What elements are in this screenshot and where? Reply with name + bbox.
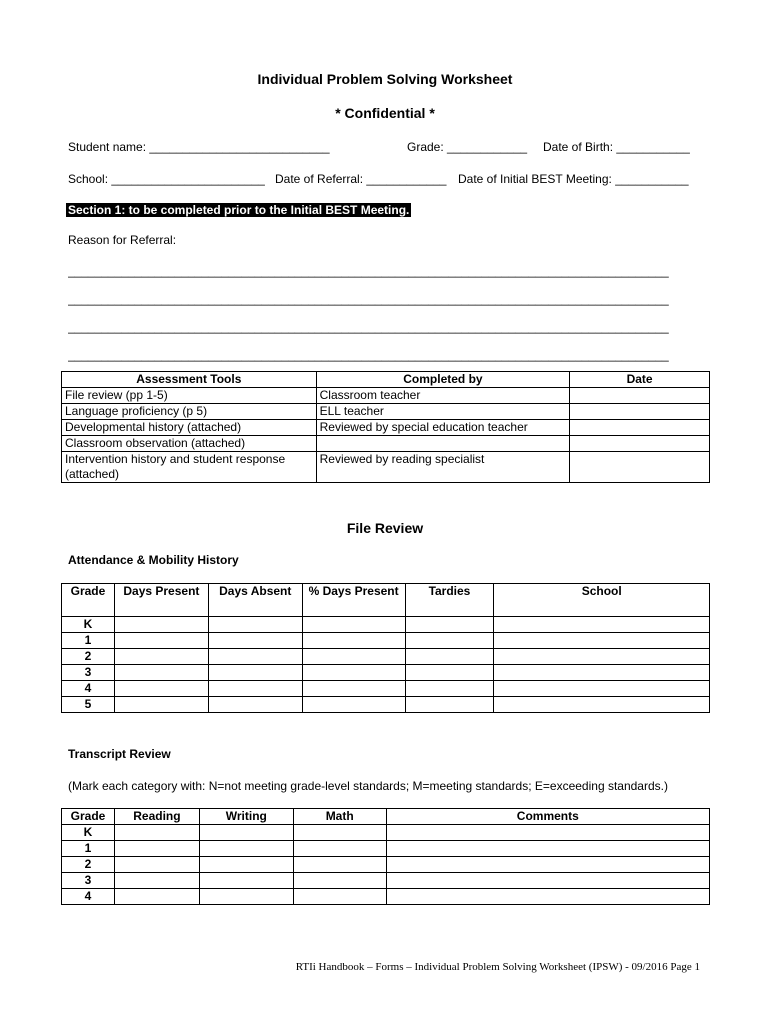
confidential-label: * Confidential * <box>335 105 435 121</box>
attendance-cell[interactable] <box>208 617 302 633</box>
header-days-present: Days Present <box>114 584 208 617</box>
header-writing: Writing <box>199 809 293 825</box>
header-date: Date <box>570 372 710 388</box>
grade-cell: K <box>62 617 115 633</box>
attendance-cell[interactable] <box>208 649 302 665</box>
table-row <box>62 841 710 857</box>
transcript-cell[interactable] <box>114 889 199 905</box>
transcript-note: (Mark each category with: N=not meeting grade-level standards; M=meeting standards; E=exceeding standards.) <box>68 779 668 793</box>
table-row <box>62 889 710 905</box>
table-row <box>62 388 710 404</box>
attendance-cell[interactable] <box>494 681 710 697</box>
attendance-cell[interactable] <box>302 633 405 649</box>
attendance-table <box>61 583 710 713</box>
header-days-absent: Days Absent <box>208 584 302 617</box>
attendance-cell[interactable] <box>494 697 710 713</box>
transcript-table <box>61 808 710 905</box>
section-1-label: Section 1: to be completed prior to the Initial BEST Meeting. <box>68 203 410 217</box>
reason-line-2: __________________________________________________________________________________________ <box>68 292 669 306</box>
transcript-cell[interactable] <box>293 825 386 841</box>
reason-line-4: __________________________________________________________________________________________ <box>68 348 669 362</box>
grade-field: Grade: ____________ <box>407 140 528 154</box>
header-percent-days-present: % Days Present <box>302 584 405 617</box>
document-title: Individual Problem Solving Worksheet <box>257 71 513 87</box>
date-cell <box>570 452 710 483</box>
assessment-tools-table <box>61 371 710 483</box>
reason-for-referral-label: Reason for Referral: <box>68 233 177 247</box>
attendance-cell[interactable] <box>114 697 208 713</box>
tool-cell: Language proficiency (p 5) <box>62 404 317 420</box>
attendance-cell[interactable] <box>302 617 405 633</box>
attendance-cell[interactable] <box>302 665 405 681</box>
grade-cell: 3 <box>62 873 115 889</box>
transcript-cell[interactable] <box>199 889 293 905</box>
tool-cell: Classroom observation (attached) <box>62 436 317 452</box>
header-completed-by: Completed by <box>316 372 570 388</box>
attendance-cell[interactable] <box>405 665 494 681</box>
table-row <box>62 420 710 436</box>
attendance-cell[interactable] <box>208 697 302 713</box>
table-row <box>62 436 710 452</box>
referral-date-field: Date of Referral: ____________ <box>275 172 447 186</box>
attendance-cell[interactable] <box>302 697 405 713</box>
attendance-cell[interactable] <box>208 681 302 697</box>
grade-cell: 2 <box>62 857 115 873</box>
transcript-cell[interactable] <box>386 841 709 857</box>
table-row <box>62 665 710 681</box>
table-row <box>62 617 710 633</box>
header-assessment-tools: Assessment Tools <box>62 372 317 388</box>
transcript-cell[interactable] <box>386 825 709 841</box>
transcript-review-heading: Transcript Review <box>68 747 171 761</box>
grade-cell: 4 <box>62 889 115 905</box>
student-name-field: Student name: ___________________________ <box>68 140 330 154</box>
grade-cell: 4 <box>62 681 115 697</box>
header-tardies: Tardies <box>405 584 494 617</box>
transcript-cell[interactable] <box>199 841 293 857</box>
date-cell <box>570 420 710 436</box>
transcript-cell[interactable] <box>114 841 199 857</box>
header-grade: Grade <box>62 809 115 825</box>
date-cell <box>570 388 710 404</box>
completed-by-cell: Reviewed by reading specialist <box>316 452 570 483</box>
date-cell <box>570 436 710 452</box>
header-school: School <box>494 584 710 617</box>
attendance-cell[interactable] <box>114 665 208 681</box>
transcript-cell[interactable] <box>386 857 709 873</box>
attendance-cell[interactable] <box>405 649 494 665</box>
school-field: School: _______________________ <box>68 172 265 186</box>
attendance-cell[interactable] <box>494 649 710 665</box>
attendance-cell[interactable] <box>114 649 208 665</box>
transcript-cell[interactable] <box>199 857 293 873</box>
table-row <box>62 873 710 889</box>
reason-line-1: __________________________________________________________________________________________ <box>68 264 669 278</box>
table-row <box>62 697 710 713</box>
header-reading: Reading <box>114 809 199 825</box>
table-row <box>62 452 710 483</box>
attendance-cell[interactable] <box>302 649 405 665</box>
tool-cell: Developmental history (attached) <box>62 420 317 436</box>
attendance-cell[interactable] <box>114 681 208 697</box>
transcript-cell[interactable] <box>114 857 199 873</box>
grade-cell: 1 <box>62 633 115 649</box>
transcript-cell[interactable] <box>293 889 386 905</box>
table-row <box>62 825 710 841</box>
best-meeting-date-field: Date of Initial BEST Meeting: ___________ <box>458 172 689 186</box>
table-row <box>62 681 710 697</box>
dob-field: Date of Birth: ___________ <box>543 140 690 154</box>
attendance-cell[interactable] <box>405 697 494 713</box>
attendance-cell[interactable] <box>494 633 710 649</box>
grade-cell: 1 <box>62 841 115 857</box>
date-cell <box>570 404 710 420</box>
grade-cell: 5 <box>62 697 115 713</box>
attendance-cell[interactable] <box>494 617 710 633</box>
attendance-cell[interactable] <box>405 617 494 633</box>
attendance-cell[interactable] <box>114 617 208 633</box>
page-footer: RTIi Handbook – Forms – Individual Problem Solving Worksheet (IPSW) - 09/2016 Page 1 <box>295 961 700 973</box>
tool-cell: File review (pp 1-5) <box>62 388 317 404</box>
header-comments: Comments <box>386 809 709 825</box>
file-review-heading: File Review <box>346 520 424 536</box>
table-row <box>62 404 710 420</box>
transcript-cell[interactable] <box>114 873 199 889</box>
grade-cell: 3 <box>62 665 115 681</box>
transcript-cell[interactable] <box>386 873 709 889</box>
transcript-cell[interactable] <box>293 841 386 857</box>
transcript-cell[interactable] <box>114 825 199 841</box>
tool-cell: Intervention history and student response (attached) <box>62 452 317 483</box>
completed-by-cell: Classroom teacher <box>316 388 570 404</box>
header-grade: Grade <box>62 584 115 617</box>
attendance-cell[interactable] <box>114 633 208 649</box>
grade-cell: 2 <box>62 649 115 665</box>
completed-by-cell <box>316 436 570 452</box>
attendance-cell[interactable] <box>302 681 405 697</box>
transcript-cell[interactable] <box>199 873 293 889</box>
attendance-cell[interactable] <box>405 633 494 649</box>
transcript-cell[interactable] <box>199 825 293 841</box>
table-row <box>62 633 710 649</box>
transcript-cell[interactable] <box>386 889 709 905</box>
reason-line-3: __________________________________________________________________________________________ <box>68 320 669 334</box>
grade-cell: K <box>62 825 115 841</box>
attendance-cell[interactable] <box>208 665 302 681</box>
completed-by-cell: Reviewed by special education teacher <box>316 420 570 436</box>
table-row <box>62 857 710 873</box>
table-row <box>62 649 710 665</box>
transcript-cell[interactable] <box>293 873 386 889</box>
header-math: Math <box>293 809 386 825</box>
attendance-cell[interactable] <box>208 633 302 649</box>
completed-by-cell: ELL teacher <box>316 404 570 420</box>
attendance-heading: Attendance & Mobility History <box>68 553 239 567</box>
attendance-cell[interactable] <box>405 681 494 697</box>
transcript-cell[interactable] <box>293 857 386 873</box>
attendance-cell[interactable] <box>494 665 710 681</box>
